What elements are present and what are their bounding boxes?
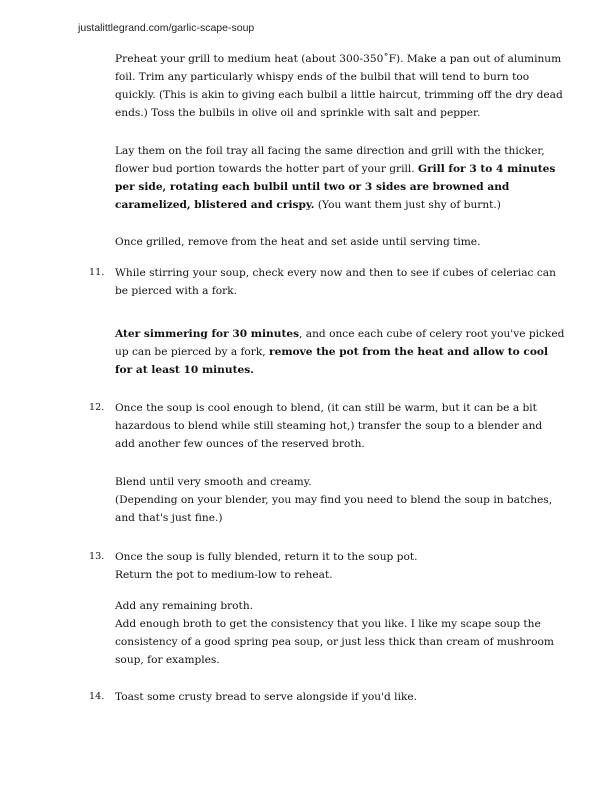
step-13-text [115,548,565,584]
step-11-text [115,264,565,300]
paragraph-text: Return the pot to medium-low to reheat. [115,569,333,582]
simmer-paragraph [115,325,565,379]
text-run: (You want them just shy of burnt.) [314,199,501,212]
paragraph-text: Add any remaining broth. [115,600,254,612]
step-number-11: 11. [89,267,105,278]
text-run: Lay them on the foil tray all facing the same direction and grill with the thicker, flower bud portion towards the hotter part of your grill. [115,145,545,176]
paragraph-text: While stirring your soup, check every now and then to see if cubes of celeriac can be pierced with a fork. [115,267,556,298]
paragraph-text: Add enough broth to get the consistency that you like. I like my scape soup the consistency of a good spring pea soup, or just less thick than cream of mushroom soup, for examples. [115,618,554,667]
step-number-13: 13. [89,551,105,562]
step-14-text [115,688,565,706]
paragraph-text: Preheat your grill to medium heat (about 300-350˚F). Make a pan out of aluminum foil. Trim any particularly whispy ends of the bulbil that will tend to burn too quickly. (This is akin to giving each bulbil a little haircut, trimming off the dry dead ends.) Toss the bulbils in olive oil and sprinkle with salt and pepper. [115,53,563,120]
grill-finish-paragraph [115,233,565,251]
paragraph-text: Blend until very smooth and creamy. [115,476,312,488]
step-number-14: 14. [89,691,105,702]
paragraph-text [115,142,565,214]
grill-instructions-paragraph [115,142,565,214]
text-run: , and once each cube of celery root you've picked up can be pierced by a fork, [115,328,565,359]
bold-text-run: Ater simmering for 30 minutes [115,328,300,340]
paragraph-text: (Depending on your blender, you may find you need to blend the soup in batches, and that's just fine.) [115,494,553,525]
paragraph-text [115,325,565,379]
paragraph-text: Once grilled, remove from the heat and set aside until serving time. [115,236,481,248]
grill-prep-paragraph [115,50,565,122]
blend-paragraph [115,473,565,527]
bold-text-run: Grill for 3 to 4 minutes per side, rotating each bulbil until two or 3 sides are browned and caramelized, blistered and crispy. [115,163,556,212]
bold-text-run: remove the pot from the heat and allow to cool for at least 10 minutes. [115,346,549,377]
paragraph-text: Once the soup is fully blended, return it to the soup pot. [115,551,418,563]
broth-paragraph [115,597,565,669]
step-number-12: 12. [89,402,105,413]
paragraph-text: Once the soup is cool enough to blend, (it can still be warm, but it can be a bit hazardous to blend while still steaming hot,) transfer the soup to a blender and add another few ounces of the reserved broth. [115,402,543,451]
page-header-url: justalittlegrand.com/garlic-scape-soup [78,22,255,34]
paragraph-text: Toast some crusty bread to serve alongside if you'd like. [115,691,418,703]
step-12-text [115,399,565,453]
